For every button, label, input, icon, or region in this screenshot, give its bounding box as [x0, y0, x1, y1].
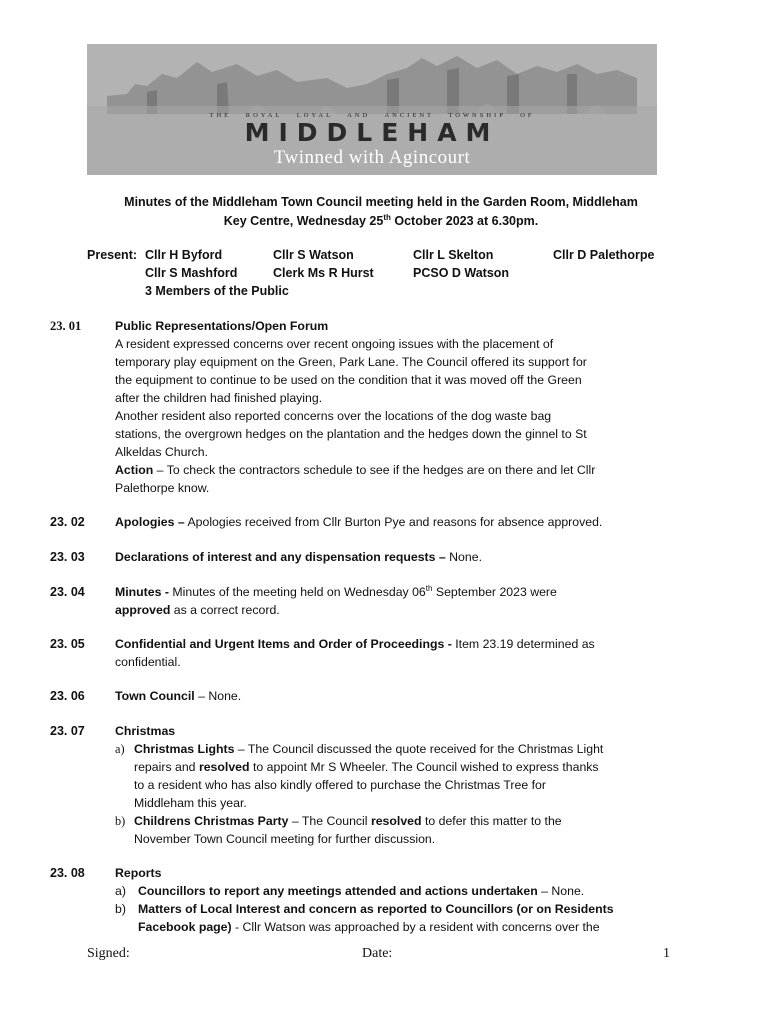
item-heading: Minutes -	[115, 585, 169, 599]
sub-item-a: a) Councillors to report any meetings attended and actions undertaken – None.	[115, 884, 585, 898]
date-label: Date:	[362, 946, 393, 961]
item-number: 23. 08	[50, 866, 85, 880]
title-line-2: Key Centre, Wednesday 25th October 2023 at 6.30pm.	[223, 212, 539, 228]
page-number: 1	[663, 946, 670, 961]
action-line: Action – To check the contractors schedule to see if the hedges are on there and let Cllr	[115, 463, 596, 477]
sub-item-b: b) Childrens Christmas Party – The Council resolved to defer this matter to the November Town Council meeting for further discussion.	[115, 814, 562, 846]
sub-item-a: a) Christmas Lights – The Council discussed the quote received for the Christmas Light repairs and resolved to appoint Mr S Wheeler. The Council wished to express thanks to a resident who has also kindly offered to purchase the Christmas Tree for Middleham this year.	[115, 742, 604, 810]
minute-item-23-05: 23. 05 Confidential and Urgent Items and Order of Proceedings - Item 23.19 determined as confidential.	[50, 637, 595, 669]
minute-item-23-02: 23. 02 Apologies – Apologies received from Cllr Burton Pye and reasons for absence approved.	[50, 515, 603, 529]
title-line-1: Minutes of the Middleham Town Council meeting held in the Garden Room, Middleham	[124, 195, 638, 209]
item-number: 23. 04	[50, 585, 85, 599]
item-number: 23. 02	[50, 515, 85, 529]
item-heading: Declarations of interest and any dispensation requests –	[115, 550, 446, 564]
sub-item-b: b) Matters of Local Interest and concern as reported to Councillors (or on Residents Facebook page) - Cllr Watson was approached by a resident with concerns over the	[115, 902, 614, 934]
minute-item-23-04: 23. 04 Minutes - Minutes of the meeting held on Wednesday 06th September 2023 were approved as a correct record.	[50, 583, 557, 617]
minute-item-23-08	[50, 864, 672, 936]
minute-item-23-01: 23. 01 Public Representations/Open Forum A resident expressed concerns over recent ongoing issues with the placement of temporary play equipment on the Green, Park Lane. The Council offered its support for the equipment to continue to be used on the condition that it was moved off the Green after the children had finished playing. Another resident also reported concerns over the locations of the dog waste bag stations, the overgrown hedges on the plantation and the hedges down the ginnel to St Alkeldas Church. Action – To check the contractors schedule to see if the hedges are on there and let Cllr Palethorpe know.	[50, 317, 672, 497]
banner-town-name: MIDDLEHAM	[244, 118, 500, 147]
council-banner	[87, 44, 657, 175]
item-heading: Apologies –	[115, 515, 185, 529]
item-number: 23. 06	[50, 689, 85, 703]
signed-label: Signed:	[87, 946, 130, 961]
present-column-1: Cllr H Byford Cllr S Mashford 3 Members of the Public	[145, 248, 289, 298]
item-heading: Town Council	[115, 689, 195, 703]
item-heading: Reports	[115, 866, 162, 880]
minutes-title	[90, 193, 672, 231]
banner-top-line: THE ROYAL LOYAL AND ANCIENT TOWNSHIP OF	[209, 112, 535, 119]
item-heading: Public Representations/Open Forum	[115, 319, 329, 333]
present-column-3: Cllr L Skelton PCSO D Watson	[413, 248, 510, 280]
item-number: 23. 03	[50, 550, 85, 564]
minute-item-23-06: 23. 06 Town Council – None.	[50, 689, 242, 703]
item-number: 23. 07	[50, 724, 85, 738]
item-heading: Christmas	[115, 724, 176, 738]
present-label: Present:	[87, 248, 138, 262]
minute-item-23-07	[50, 722, 672, 848]
item-number: 23. 01	[50, 319, 82, 333]
item-number: 23. 05	[50, 637, 85, 651]
minute-item-23-03: 23. 03 Declarations of interest and any dispensation requests – None.	[50, 550, 482, 564]
banner-twinned-text: Twinned with Agincourt	[273, 147, 471, 168]
item-heading: Confidential and Urgent Items and Order of Proceedings -	[115, 637, 452, 651]
present-column-2: Cllr S Watson Clerk Ms R Hurst	[273, 248, 374, 280]
present-column-4: Cllr D Palethorpe	[553, 248, 655, 262]
